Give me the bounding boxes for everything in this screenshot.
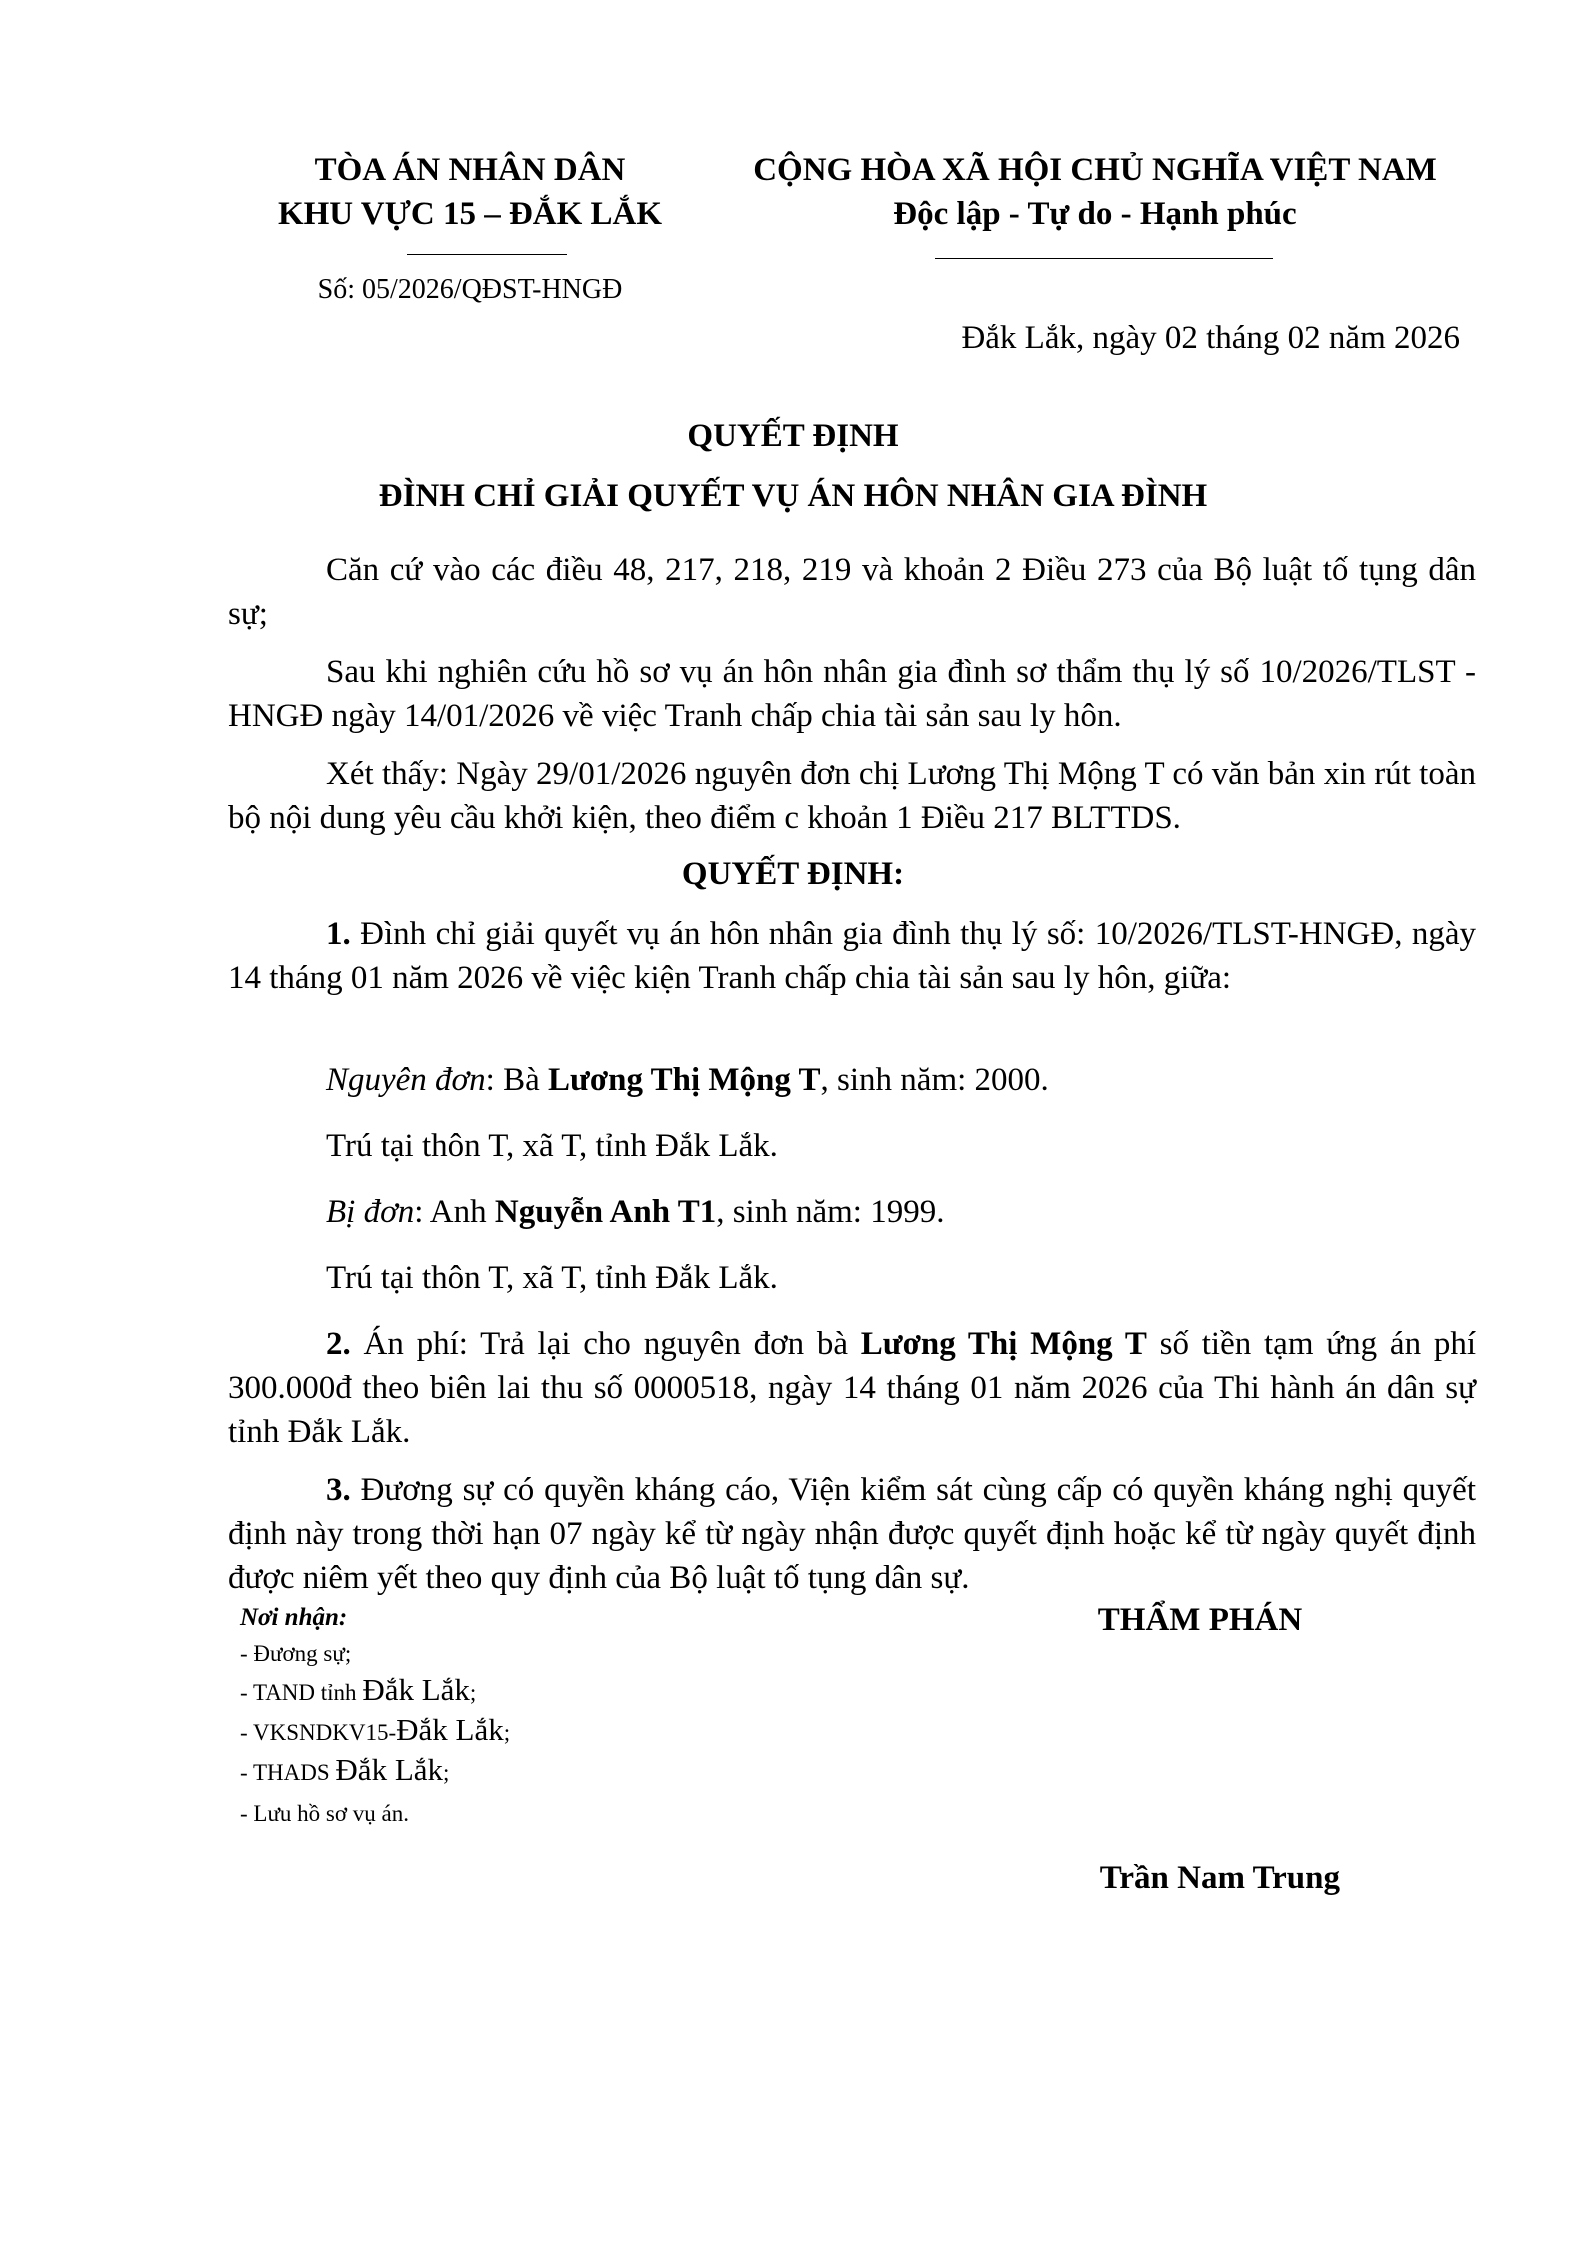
defendant-prefix: : Anh [414,1194,495,1230]
recipient-4 [240,1752,449,1791]
defendant-address: Trú tại thôn T, xã T, tỉnh Đắk Lắk. [326,1260,778,1296]
plaintiff-prefix: : Bà [485,1062,548,1098]
item-2-name: Lương Thị Mộng T [860,1326,1147,1362]
defendant-line [326,1190,944,1234]
plaintiff-birth: , sinh năm: 2000. [820,1062,1049,1098]
defendant-label: Bị đơn [326,1194,415,1230]
item-2-paragraph [228,1322,1476,1454]
item-2-text-a: Án phí: Trả lại cho nguyên đơn bà [350,1326,861,1362]
defendant-name: Nguyễn Anh T1 [494,1194,717,1230]
document-title: QUYẾT ĐỊNH [687,418,899,454]
recipient-2-suffix: ; [469,1680,477,1705]
recipient-1: - Đương sự; [240,1641,352,1666]
nation-name: CỘNG HÒA XÃ HỘI CHỦ NGHĨA VIỆT NAM [753,152,1437,188]
item-3-number: 3. [326,1472,351,1508]
court-name-line2: KHU VỰC 15 – ĐẮK LẮK [277,196,663,232]
recipient-3 [240,1712,510,1751]
plaintiff-label: Nguyên đơn [326,1062,486,1098]
item-1-number: 1. [326,916,351,952]
recipient-2 [240,1672,476,1711]
document-subtitle: ĐÌNH CHỈ GIẢI QUYẾT VỤ ÁN HÔN NHÂN GIA ĐÌNH [378,478,1208,514]
plaintiff-line [326,1058,1049,1102]
signer-name: Trần Nam Trung [1099,1860,1340,1896]
motto-underline [935,258,1273,259]
recipients-heading: Nơi nhận: [240,1604,348,1631]
plaintiff-name: Lương Thị Mộng T [548,1062,821,1098]
recipient-2-place: Đắk Lắk [362,1672,470,1707]
recipient-4-prefix: - THADS [240,1760,336,1785]
recipient-3-place: Đắk Lắk [396,1712,504,1747]
plaintiff-address: Trú tại thôn T, xã T, tỉnh Đắk Lắk. [326,1128,778,1164]
recipient-5: - Lưu hồ sơ vụ án. [240,1801,409,1826]
recipient-3-suffix: ; [503,1720,511,1745]
item-3-paragraph [228,1468,1476,1600]
item-1-paragraph [228,912,1476,1000]
finding-paragraph: Xét thấy: Ngày 29/01/2026 nguyên đơn chị Lương Thị Mộng T có văn bản xin rút toàn bộ nội dung yêu cầu khởi kiện, theo điểm c khoản 1 Điều 217 BLTTDS. [228,756,1476,836]
court-name-line1: TÒA ÁN NHÂN DÂN [314,152,626,188]
case-review-paragraph: Sau khi nghiên cứu hồ sơ vụ án hôn nhân gia đình sơ thẩm thụ lý số 10/2026/TLST - HNGĐ ngày 14/01/2026 về việc Tranh chấp chia tài sản sau ly hôn. [228,654,1476,734]
document-number: Số: 05/2026/QĐST-HNGĐ [317,274,623,305]
item-1-text: Đình chỉ giải quyết vụ án hôn nhân gia đình thụ lý số: 10/2026/TLST-HNGĐ, ngày 14 tháng 01 năm 2026 về việc kiện Tranh chấp chia tài sản sau ly hôn, giữa: [228,916,1477,996]
recipient-2-prefix: - TAND tỉnh [240,1680,363,1705]
item-2-text-b: số tiền tạm ứng án phí 300.000đ theo biên lai thu số 0000518, ngày 14 tháng 01 năm 2026 của Thi hành án dân sự tỉnh Đắk Lắk. [228,1326,1477,1450]
court-underline [407,254,567,255]
decision-heading: QUYẾT ĐỊNH: [681,856,905,892]
legal-basis-paragraph: Căn cứ vào các điều 48, 217, 218, 219 và khoản 2 Điều 273 của Bộ luật tố tụng dân sự; [228,552,1476,632]
defendant-birth: , sinh năm: 1999. [716,1194,945,1230]
recipient-4-place: Đắk Lắk [335,1752,444,1787]
recipient-4-suffix: ; [443,1760,450,1785]
signature-title: THẨM PHÁN [1097,1602,1303,1638]
nation-motto: Độc lập - Tự do - Hạnh phúc [893,196,1297,232]
date-place: Đắk Lắk, ngày 02 tháng 02 năm 2026 [961,320,1460,356]
item-2-number: 2. [326,1326,351,1362]
item-3-text: Đương sự có quyền kháng cáo, Viện kiểm sát cùng cấp có quyền kháng nghị quyết định này trong thời hạn 07 ngày kể từ ngày nhận được quyết định hoặc kể từ ngày quyết định được niêm yết theo quy định của Bộ luật tố tụng dân sự. [228,1472,1476,1596]
recipient-3-prefix: - VKSNDKV15- [240,1720,397,1745]
